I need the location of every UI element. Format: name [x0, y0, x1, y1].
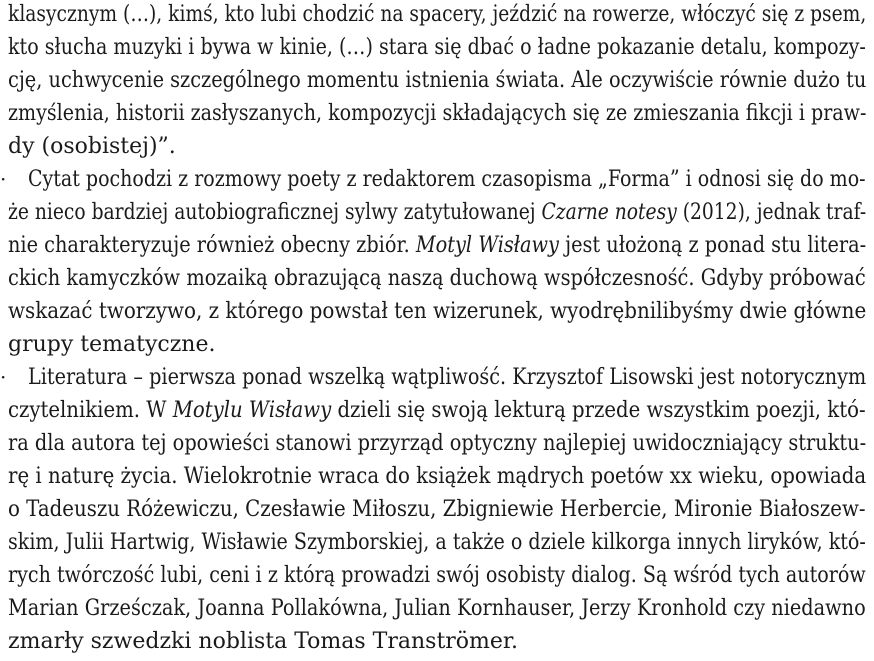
- para2-line-2: że nieco bardziej autobiograficznej sylwy zatytułowanej Czarne notesy (2012), jednak traf-: [8, 200, 867, 225]
- paragraph-bullet: ·: [0, 365, 7, 389]
- para3-line-6: skim, Julii Hartwig, Wisławie Szymborskiej, a także o dziele kilkorga innych liryków, któ-: [8, 530, 866, 555]
- para1-line-5: dy (osobistej)”.: [8, 134, 176, 159]
- para3-line-3: ra dla autora tej opowieści stanowi przyrząd optyczny najlepiej uwidoczniający struktu-: [8, 431, 867, 456]
- para1-line-4: zmyślenia, historii zasłyszanych, kompozycji składających się ze zmieszania fikcji i praw-: [8, 101, 867, 126]
- para3-line-7: rych twórczość lubi, ceni i z którą prowadzi swój osobisty dialog. Są wśród tych autorów: [8, 563, 866, 588]
- para2-line-5: wskazać tworzywo, z którego powstał ten wizerunek, wyodrębnilibyśmy dwie główne: [8, 299, 867, 324]
- book-title-motyl-wislawy: Motyl Wisławy: [415, 233, 559, 258]
- para3-line-9: zmarły szwedzki noblista Tomas Tranströmer.: [8, 629, 519, 654]
- book-title-motylu-wislawy: Motylu Wisławy: [172, 398, 332, 423]
- para1-line-3: cję, uchwycenie szczególnego momentu istnienia świata. Ale oczywiście równie dużo tu: [8, 68, 867, 93]
- para1-line-2: kto słucha muzyki i bywa w kinie, (…) stara się dbać o ładne pokazanie detalu, kompozy-: [8, 35, 866, 60]
- para2-line-1: Cytat pochodzi z rozmowy poety z redaktorem czasopisma „Forma” i odnosi się do mo-: [28, 167, 866, 192]
- paragraph-bullet: ·: [0, 167, 7, 191]
- para2-line-3: nie charakteryzuje również obecny zbiór. Motyl Wisławy jest ułożoną z ponad stu litera-: [8, 233, 867, 258]
- para3-line-4: rę i naturę życia. Wielokrotnie wraca do książek mądrych poetów xx wieku, opowiada: [8, 464, 867, 489]
- para2-line-4: ckich kamyczków mozaiką obrazującą naszą duchową współczesność. Gdyby próbować: [8, 266, 866, 291]
- book-title-czarne-notesy: Czarne notesy: [541, 200, 677, 225]
- para1-line-1: klasycznym (…), kimś, kto lubi chodzić na spacery, jeździć na rowerze, włóczyć się z psem,: [8, 2, 867, 27]
- para3-line-2: czytelnikiem. W Motylu Wisławy dzieli się swoją lekturą przede wszystkim poezji, któ-: [8, 398, 866, 423]
- para3-line-8: Marian Grześczak, Joanna Pollakówna, Julian Kornhauser, Jerzy Kronhold czy niedawno: [8, 596, 866, 621]
- para3-line-1: Literatura – pierwsza ponad wszelką wątpliwość. Krzysztof Lisowski jest notorycznym: [28, 365, 867, 390]
- para3-line-5: o Tadeuszu Różewiczu, Czesławie Miłoszu, Zbigniewie Herbercie, Mironie Białoszew-: [8, 497, 866, 522]
- para2-line-6: grupy tematyczne.: [8, 332, 216, 357]
